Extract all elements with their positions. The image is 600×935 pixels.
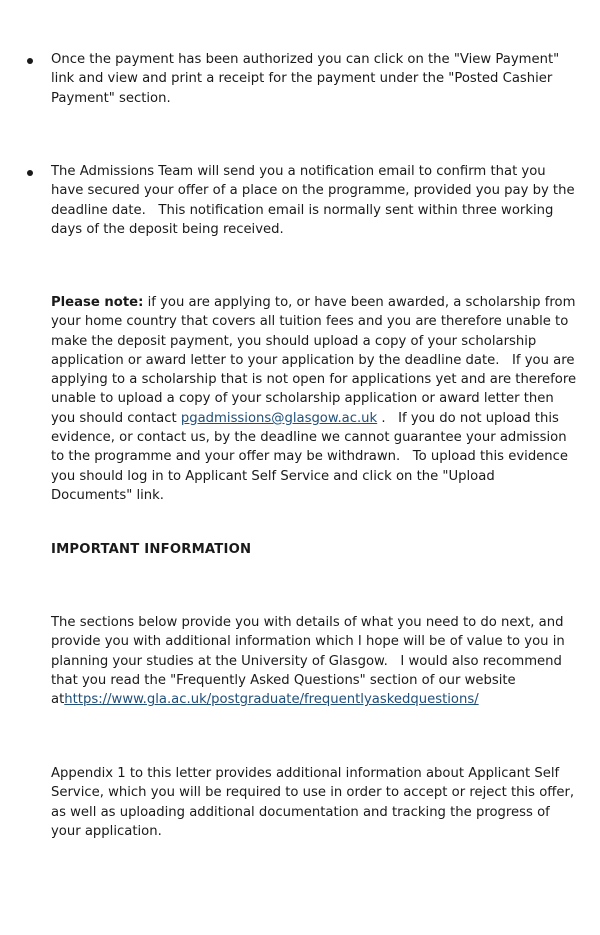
- please-note-paragraph: [51, 293, 579, 505]
- bullet-marker: [27, 58, 33, 64]
- bullet-text: The Admissions Team will send you a notification email to confirm that you have secured your offer of a place on the programme, provided you pay by the deadline date. This notification email is normally sent within three working days of the deposit being received.: [51, 164, 575, 237]
- appendix-paragraph: [51, 764, 579, 841]
- note-text-before: if you are applying to, or have been awarded, a scholarship from your home country that covers all tuition fees and you are therefore unable to make the deposit payment, you should upload a copy of your scholarship application or award letter to your application by the deadline date. If you are applying to a scholarship that is not open for applications yet and are therefore unable to upload a copy of your scholarship application or award letter then you should contact: [51, 295, 577, 426]
- sections-text: The sections below provide you with details of what you need to do next, and provide you with additional information which I hope will be of value to you in planning your studies at the University of Glasgow. I would also recommend that you read the "Frequently Asked Questions" section of our website at: [51, 615, 565, 708]
- appendix-text: Appendix 1 to this letter provides additional information about Applicant Self Service, which you will be required to use in order to accept or reject this offer, as well as uploading additional documentation and tracking the progress of your application.: [51, 766, 575, 839]
- faq-url-link[interactable]: https://www.gla.ac.uk/postgraduate/frequentlyaskedquestions/: [64, 692, 479, 708]
- bullet-marker: [27, 170, 33, 176]
- bullet-text: Once the payment has been authorized you can click on the "View Payment" link and view and print a receipt for the payment under the "Posted Cashier Payment" section.: [51, 52, 560, 106]
- note-text-after: . If you do not upload this evidence, or contact us, by the deadline we cannot guarantee your admission to the programme and your offer may be withdrawn. To upload this evidence you should log in to Applicant Self Service and click on the "Upload Documents" link.: [51, 410, 569, 503]
- note-text: [51, 293, 579, 505]
- bullet-item-notification-email: [51, 162, 579, 239]
- bullet-item-view-payment: [51, 50, 579, 108]
- note-label: Please note:: [51, 295, 144, 310]
- sections-paragraph: [51, 613, 579, 709]
- important-information-heading: IMPORTANT INFORMATION: [51, 542, 252, 557]
- admissions-email-link[interactable]: pgadmissions@glasgow.ac.uk: [180, 410, 378, 426]
